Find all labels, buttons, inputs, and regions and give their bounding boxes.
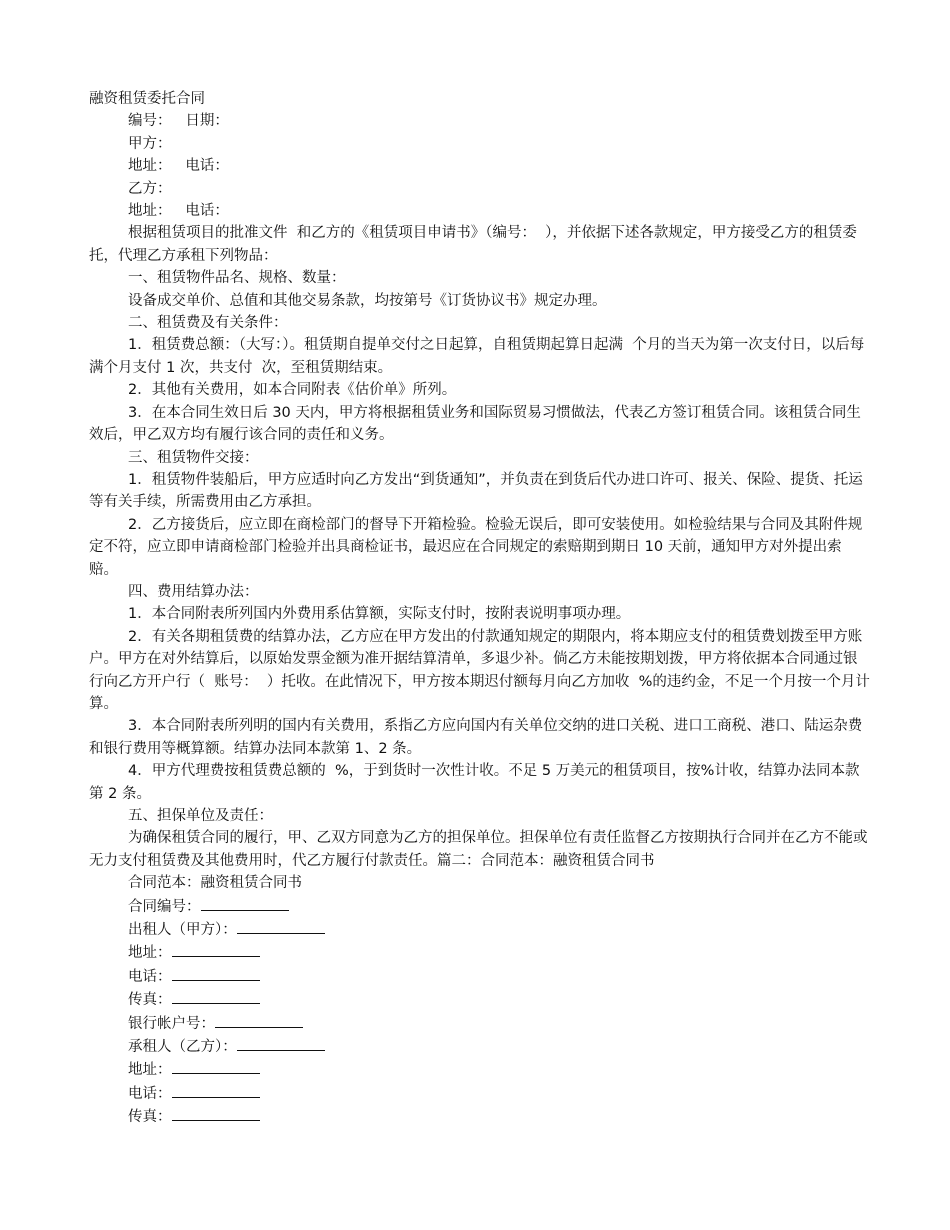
paragraph: 2．有关各期租赁费的结算办法，乙方应在甲方发出的付款通知规定的期限内，将本期应支付的租赁费划拨至甲方账户。甲方在对外结算后，以原始发票金额为准开据结算清单，多退少补。倘乙方未能按期划拨，甲方将依据本合同通过银行向乙方开户行（ 账号： ）托收。在此情况下，甲方按本期迟付额每月向乙方加收 %的违约金，不足一个月按一个月计算。 (89, 628, 870, 712)
paragraph: 2．其他有关费用，如本合同附表《估价单》所列。 (128, 382, 457, 399)
field-label: 出租人（甲方）： (128, 922, 237, 939)
fill-blank (172, 988, 260, 1004)
header-field-address-phone-b: 地址： 电话： (128, 203, 229, 220)
field-label: 传真： (128, 992, 172, 1009)
paragraph: 3．本合同附表所列明的国内有关费用，系指乙方应向国内有关单位交纳的进口关税、进口工商税、港口、陆运杂费和银行费用等概算额。结算办法同本款第 1、2 条。 (89, 718, 863, 757)
sample-field-lessor (89, 918, 870, 941)
field-label: 地址： (128, 945, 172, 962)
field-label: 承租人（乙方）： (128, 1039, 237, 1056)
paragraph: 3．在本合同生效日后 30 天内，甲方将根据租赁业务和国际贸易习惯做法，代表乙方签订租赁合同。该租赁合同生效后，甲乙双方均有履行该合同的责任和义务。 (89, 404, 861, 444)
fill-blank (172, 1082, 260, 1098)
sample-title: 合同范本：融资租赁合同书 (128, 875, 302, 892)
header-field-party-a: 甲方： (128, 135, 172, 152)
paragraph: 4．甲方代理费按租赁费总额的 %，于到货时一次性计收。不足 5 万美元的租赁项目，按%计收，结算办法同本款第 2 条。 (89, 763, 860, 802)
fill-blank (172, 941, 260, 957)
sample-field-address (89, 941, 870, 964)
fill-blank (172, 1105, 260, 1121)
sample-field-lessee (89, 1035, 870, 1058)
sample-field-contract-number (89, 895, 870, 918)
field-label: 地址： (128, 1062, 172, 1079)
header-field-party-b: 乙方： (128, 180, 172, 197)
section-heading-2: 二、租赁费及有关条件： (128, 315, 288, 332)
field-label: 传真： (128, 1109, 172, 1126)
paragraph-preamble: 根据租赁项目的批准文件 和乙方的《租赁项目申请书》（编号： ），并依据下述各款规定，甲方接受乙方的租赁委托，代理乙方承租下列物品： (89, 225, 857, 264)
paragraph: 1．租赁物件装船后，甲方应适时向乙方发出“到货通知”，并负责在到货后代办进口许可、报关、保险、提货、托运等有关手续，所需费用由乙方承担。 (89, 471, 863, 511)
sample-field-phone (89, 965, 870, 988)
sample-field-phone (89, 1082, 870, 1105)
field-label: 电话： (128, 1085, 172, 1102)
document-title: 融资租赁委托合同 (89, 91, 205, 107)
field-label: 合同编号： (128, 898, 201, 915)
sample-field-bank-account (89, 1012, 870, 1035)
sample-field-fax (89, 988, 870, 1011)
paragraph: 2．乙方接货后，应立即在商检部门的督导下开箱检验。检验无误后，即可安装使用。如检验结果与合同及其附件规定不符，应立即申请商检部门检验并出具商检证书，最迟应在合同规定的索赔期到期日 10 天前，通知甲方对外提出索赔。 (89, 516, 863, 578)
fill-blank (215, 1012, 303, 1028)
header-field-number-date: 编号： 日期： (128, 113, 229, 130)
paragraph: 1．租赁费总额：（大写：）。租赁期自提单交付之日起算，自租赁期起算日起满 个月的当天为第一次支付日，以后每满个月支付 1 次，共支付 次，至租赁期结束。 (89, 337, 865, 376)
fill-blank (172, 1058, 260, 1074)
section-heading-3: 三、租赁物件交接： (128, 449, 259, 466)
section-heading-5: 五、担保单位及责任： (128, 808, 273, 824)
paragraph: 设备成交单价、总值和其他交易条款，均按第号《订货协议书》规定办理。 (128, 292, 607, 309)
paragraph: 1．本合同附表所列国内外费用系估算额，实际支付时，按附表说明事项办理。 (128, 606, 631, 623)
section-heading-1: 一、租赁物件品名、规格、数量： (128, 270, 346, 287)
section-heading-4: 四、费用结算办法： (128, 583, 259, 600)
sample-field-fax (89, 1105, 870, 1128)
fill-blank (237, 1035, 325, 1051)
fill-blank (172, 965, 260, 981)
sample-field-address (89, 1058, 870, 1081)
field-label: 银行帐户号： (128, 1015, 215, 1032)
fill-blank (237, 918, 325, 934)
paragraph: 为确保租赁合同的履行，甲、乙双方同意为乙方的担保单位。担保单位有责任监督乙方按期执行合同并在乙方不能或无力支付租赁费及其他费用时，代乙方履行付款责任。篇二：合同范本：融资租赁合同书 (89, 830, 868, 869)
fill-blank (201, 895, 289, 911)
field-label: 电话： (128, 968, 172, 985)
header-field-address-phone-a: 地址： 电话： (128, 158, 229, 175)
